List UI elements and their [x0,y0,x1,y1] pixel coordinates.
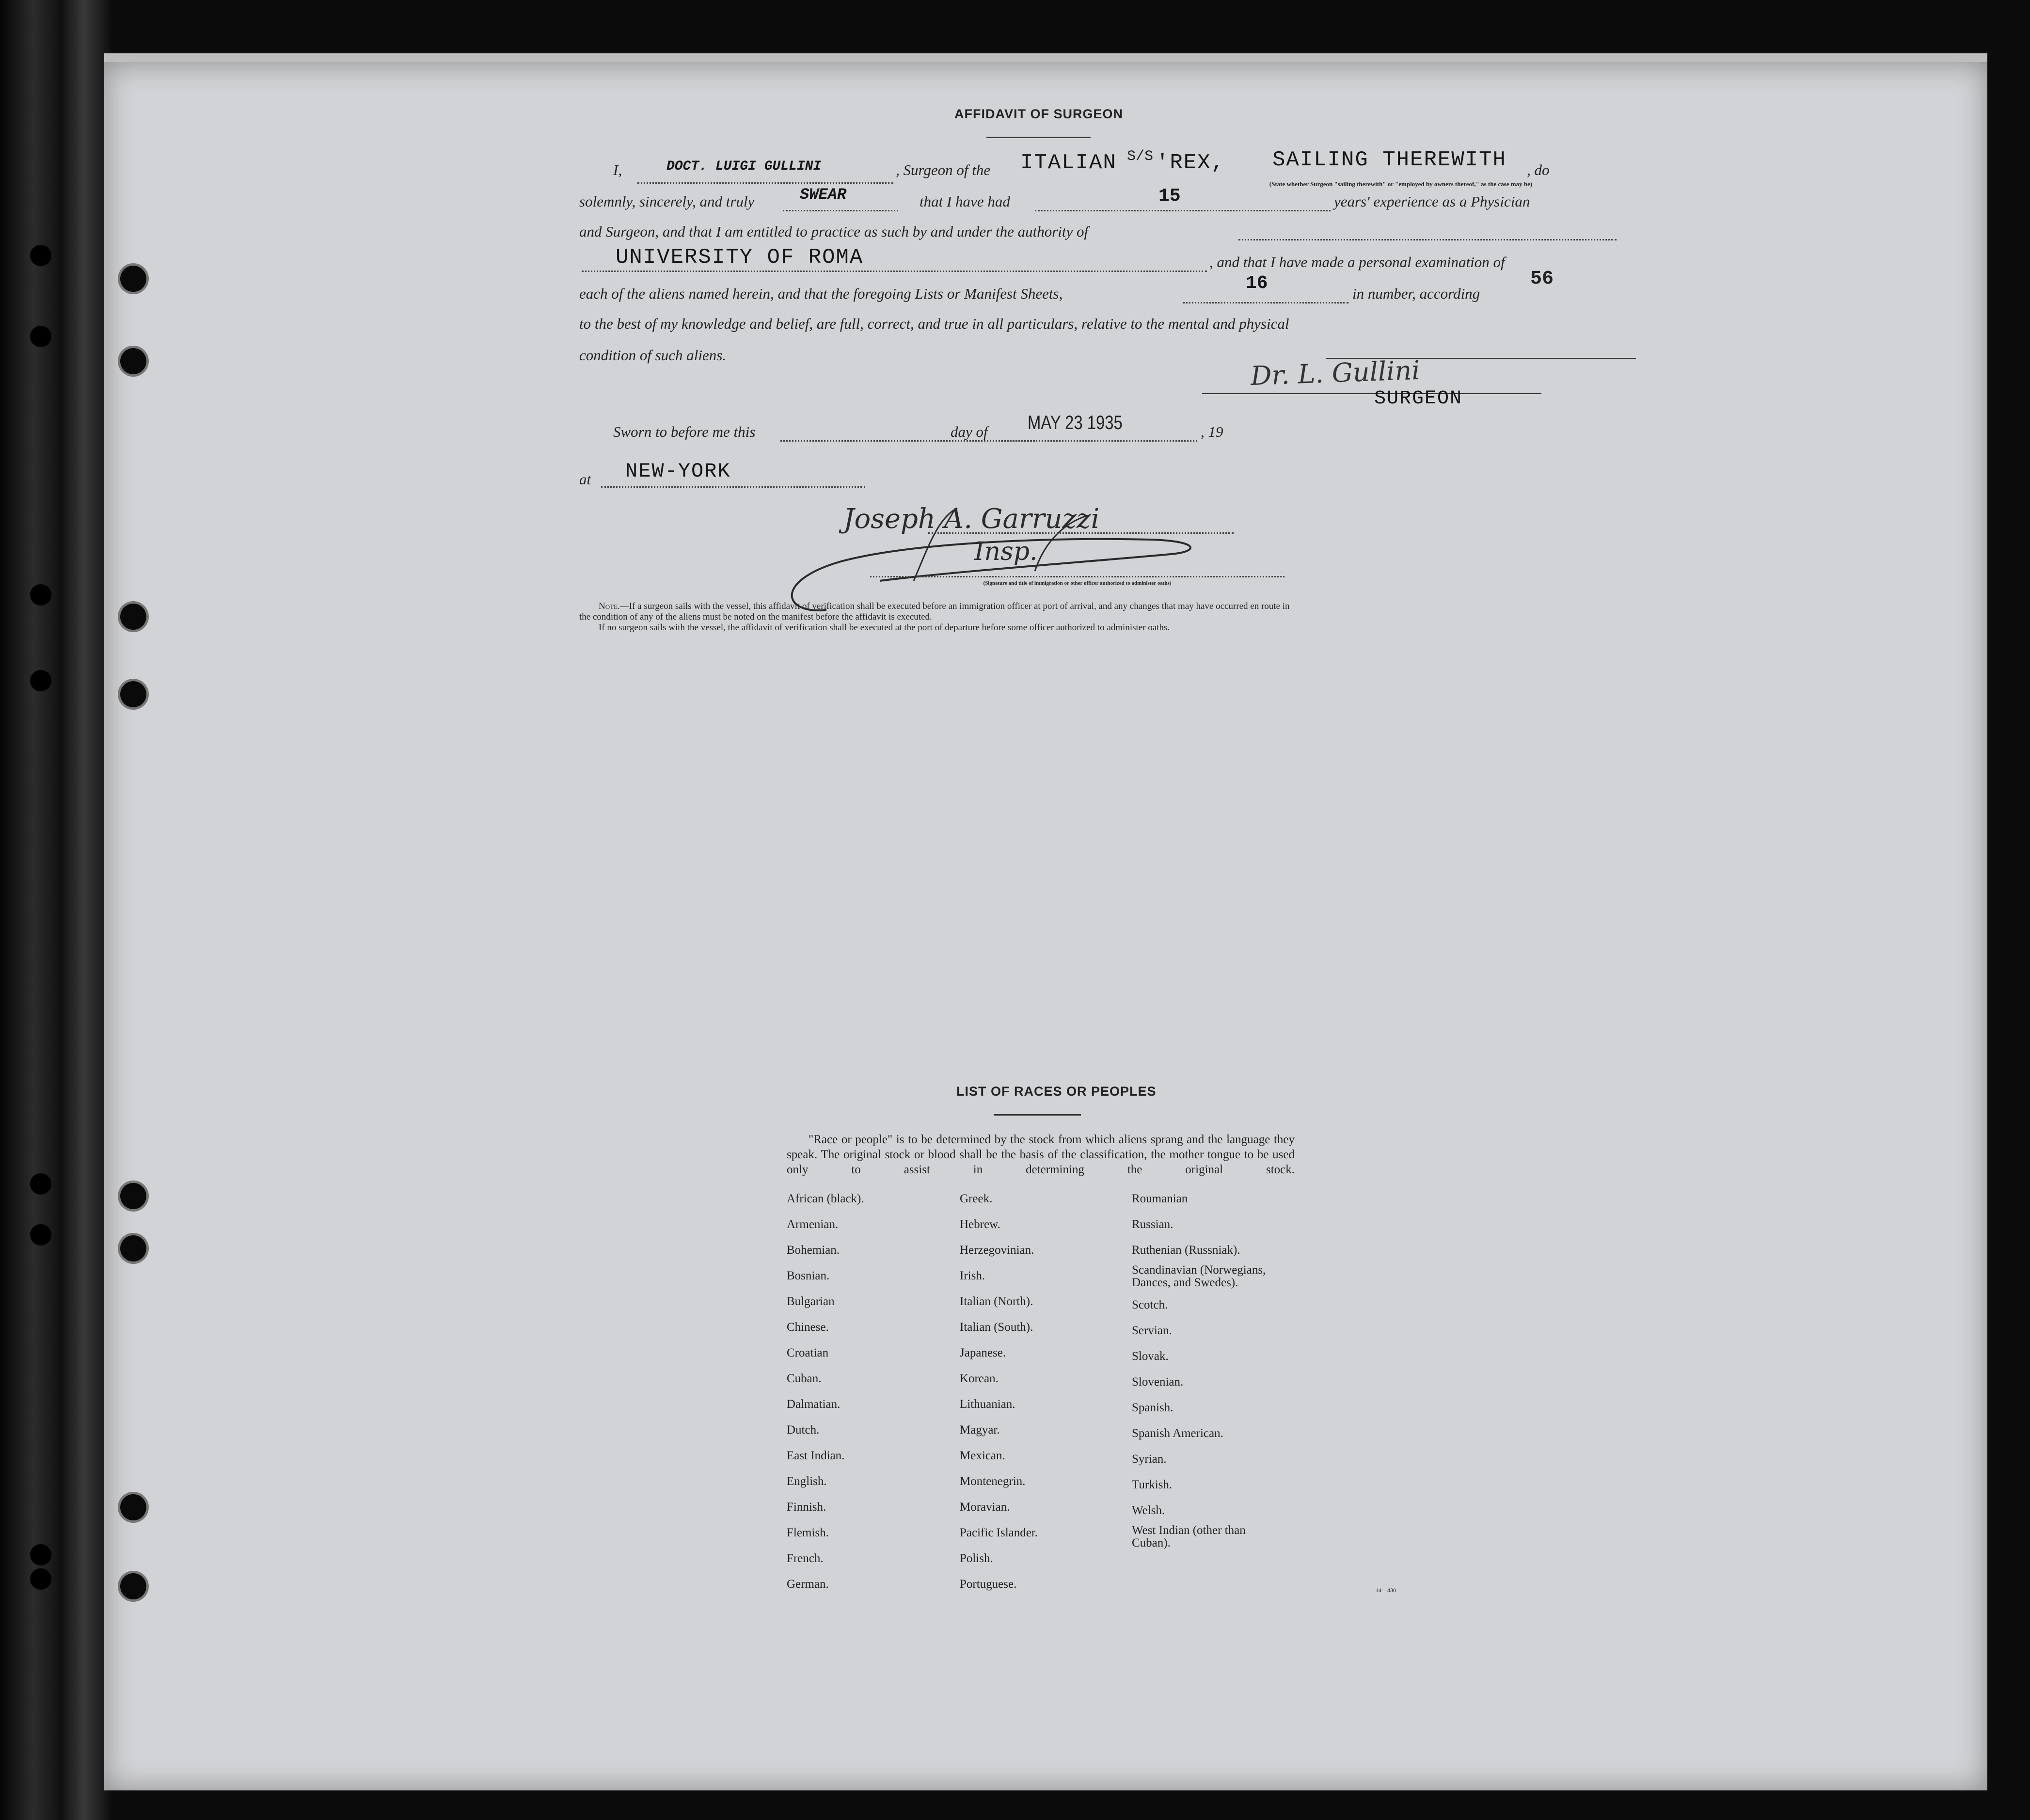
document-page [104,62,1987,1790]
surgeon-status: SAILING THEREWITH [1272,148,1507,172]
punch-hole [120,681,146,707]
punch-hole [120,1235,146,1261]
race-item: Slovak. [1132,1350,1169,1363]
name-field-line [637,182,893,184]
note-line-2: the condition of any of the aliens must be noted on the manifest before the affidavit is executed. [579,612,932,622]
punch-hole [120,348,146,374]
l1-end: , do [1527,161,1550,178]
race-item: West Indian (other than Cuban). [1132,1524,1246,1549]
race-item: Bulgarian [787,1295,835,1308]
race-item: Syrian. [1132,1453,1167,1466]
race-item: Ruthenian (Russniak). [1132,1244,1240,1257]
race-item: Japanese. [960,1346,1006,1359]
race-item: English. [787,1475,827,1488]
race-item: Scotch. [1132,1298,1168,1311]
officer-signature-line [928,532,1234,534]
vessel-prefix: S/S [1127,148,1154,165]
race-item: Chinese. [787,1321,829,1334]
race-item: Scandinavian (Norwegians, Dances, and Swedes). [1132,1263,1266,1289]
punch-hole [120,266,146,292]
surgeon-label: SURGEON [1374,388,1463,410]
l1-prefix: I, [613,161,622,178]
race-item: East Indian. [787,1449,845,1462]
surgeon-signature: Dr. L. Gullini [1250,354,1421,392]
officer-caption: (Signature and title of immigration or other officer authorized to administer oaths) [983,580,1172,586]
race-item: African (black). [787,1192,864,1205]
race-item: Welsh. [1132,1504,1165,1517]
binder-strip [0,0,111,1820]
race-item: Flemish. [787,1526,829,1539]
l5-prefix: each of the aliens named herein, and that the foregoing Lists or Manifest Sheets, [579,285,1063,302]
binder-hole [30,584,51,606]
binder-hole [30,1544,51,1565]
race-item: Pacific Islander. [960,1526,1038,1539]
race-item: Mexican. [960,1449,1005,1462]
race-item: Servian. [1132,1324,1172,1337]
races-column-2 [960,1186,1038,1597]
race-item: Finnish. [787,1501,826,1514]
l2-prefix: solemnly, sincerely, and truly [579,193,755,210]
races-heading-rule [994,1114,1081,1116]
form-number: 14—430 [1376,1587,1396,1594]
sworn-day-label: day of [951,423,988,440]
punch-hole [120,1494,146,1520]
race-item: Slovenian. [1132,1375,1184,1389]
vessel-name: 'REX, [1156,151,1225,175]
race-item: Roumanian [1132,1192,1188,1205]
l7: condition of such aliens. [579,347,727,364]
race-item: Hebrew. [960,1218,1000,1231]
race-item: Italian (South). [960,1321,1033,1334]
race-item: Irish. [960,1269,985,1282]
race-item: Montenegrin. [960,1475,1026,1488]
race-item: Moravian. [960,1501,1010,1514]
races-column-1 [787,1186,864,1597]
race-item: Portuguese. [960,1578,1017,1591]
bleed-through-text [187,130,200,175]
race-item: Magyar. [960,1423,1000,1437]
place: NEW-YORK [625,460,731,483]
sworn-date-line [1001,440,1197,442]
race-item: Herzegovinian. [960,1244,1034,1257]
l4-end: , and that I have made a personal examination of [1209,254,1505,271]
note-line-1 [599,601,1290,612]
l2-end: years' experience as a Physician [1334,193,1530,210]
l3: and Surgeon, and that I am entitled to practice as such by and under the authority of [579,223,1089,240]
race-item: Turkish. [1132,1478,1173,1491]
binder-hole [30,670,51,691]
races-heading: LIST OF RACES OR PEOPLES [956,1084,1157,1099]
race-item: Greek. [960,1192,993,1205]
l6: to the best of my knowledge and belief, are full, correct, and true in all particulars, relative to the mental and physical [579,315,1289,332]
sworn-date-stamp: MAY 23 1935 [1028,412,1123,433]
race-item: Croatian [787,1346,829,1359]
sworn-prefix: Sworn to before me this [613,423,756,440]
punch-hole [120,1183,146,1209]
heading-rule [986,137,1091,138]
binder-hole [30,1173,51,1195]
race-item: Russian. [1132,1218,1174,1231]
margin-number: 56 [1530,268,1554,290]
punch-hole [120,604,146,630]
status-note: (State whether Surgeon "sailing therewith" or "employed by owners thereof," as the case may be) [1269,180,1533,188]
race-item: Lithuanian. [960,1398,1015,1411]
race-item: Armenian. [787,1218,839,1231]
note-label: Note. [599,601,620,611]
sheets: 16 [1246,273,1268,294]
race-item: Dutch. [787,1423,820,1437]
punch-hole [120,1573,146,1599]
authority-field-line-2 [582,271,1207,272]
place-line [601,486,865,488]
races-column-3 [1132,1186,1306,1552]
binder-hole [30,326,51,347]
binder-hole [30,245,51,266]
at-label: at [579,471,591,488]
race-item: Cuban. [787,1372,822,1385]
races-intro: "Race or people" is to be determined by the stock from which aliens sprang and the language they speak. The original stock or blood shall be the basis of the classification, the mother tongue to be used only to assist in determining the original stock. [787,1133,1295,1176]
race-item: Spanish American. [1132,1427,1223,1440]
race-item: Polish. [960,1552,993,1565]
binder-hole [30,1568,51,1590]
oath: SWEAR [800,186,847,204]
l1-mid: , Surgeon of the [896,161,991,178]
nationality: ITALIAN [1020,151,1117,175]
l5-end: in number, according [1352,285,1480,302]
sheets-field-line [1183,302,1348,303]
l2-mid: that I have had [920,193,1010,210]
note-text-1: —If a surgeon sails with the vessel, this affidavit of verification shall be executed before an immigration officer at port of arrival, and any changes that may have occurred en route in [619,601,1290,611]
authority: UNIVERSITY OF ROMA [616,245,864,270]
sworn-year-prefix: , 19 [1201,423,1223,440]
race-item: German. [787,1578,829,1591]
officer-title-line [870,576,1285,577]
binder-hole [30,1224,51,1245]
signature-rule [1202,393,1541,394]
officer-title-mark: Insp. [974,537,1038,566]
race-item: French. [787,1552,824,1565]
note-line-3: If no surgeon sails with the vessel, the affidavit of verification shall be executed at the port of departure before some officer authorized to administer oaths. [599,623,1170,633]
affidavit-heading: AFFIDAVIT OF SURGEON [954,107,1123,121]
sworn-day-line [780,440,1035,442]
years: 15 [1158,186,1181,207]
race-item: Spanish. [1132,1401,1174,1414]
oath-field-line [783,210,898,211]
surgeon-name: DOCT. LUIGI GULLINI [666,159,822,174]
years-field-line [1035,210,1331,211]
race-item: Dalmatian. [787,1398,841,1411]
race-item: Korean. [960,1372,999,1385]
race-item: Italian (North). [960,1295,1033,1308]
officer-signature: Joseph A. Garruzzi [843,503,1100,535]
authority-field-line-1 [1238,239,1617,240]
race-item: Bohemian. [787,1244,840,1257]
race-item: Bosnian. [787,1269,830,1282]
